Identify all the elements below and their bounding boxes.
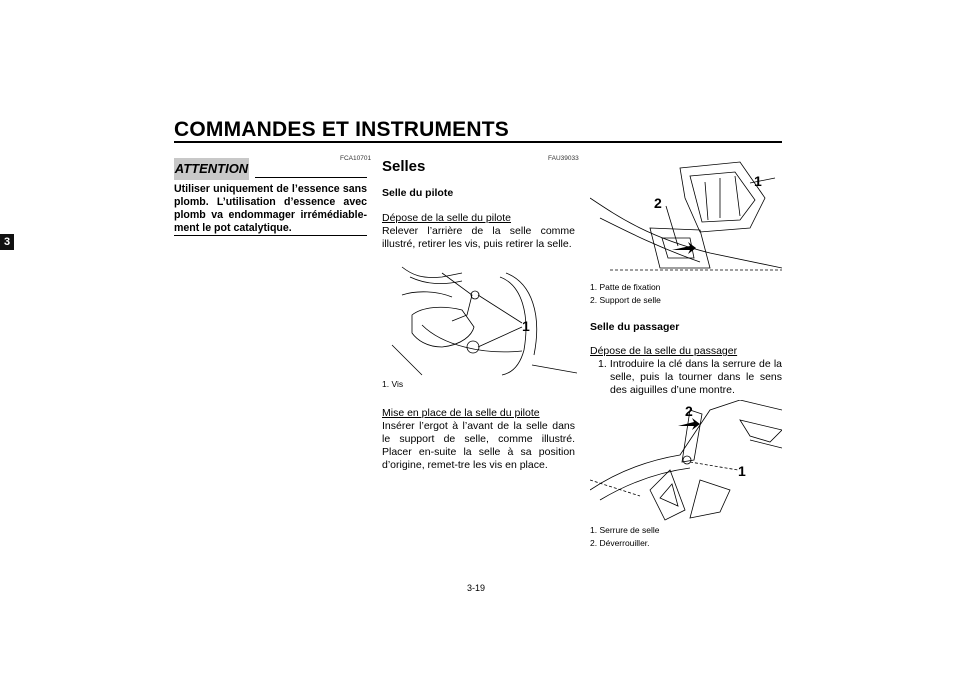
selles-code: FAU39033 <box>548 155 579 162</box>
attention-text: Utiliser uniquement de l’essence sans plomb. L’utilisation d’essence avec plomb va endommager irrémédiable-ment le pot catalytique. <box>174 183 367 234</box>
pilote-heading: Selle du pilote <box>382 187 454 199</box>
chapter-tab: 3 <box>0 234 14 250</box>
fig1-caption: 1. Vis <box>382 379 404 389</box>
fig3-label-2: 2 <box>685 403 693 419</box>
pilote-depose-title: Dépose de la selle du pilote <box>382 212 512 224</box>
header-rule <box>174 141 782 143</box>
pilote-depose-text: Relever l’arrière de la selle comme illustré, retirer les vis, puis retirer la selle. <box>382 225 575 250</box>
attention-top-rule <box>255 177 367 178</box>
seat-bracket-illustration <box>590 158 782 278</box>
fig2-label-2: 2 <box>654 195 662 211</box>
pilote-mise-text: Insérer l’ergot à l’avant de la selle dans le support de selle, comme illustré. Placer en-suite la selle à sa position d’origine, remet-tre les vis en place. <box>382 420 575 471</box>
fig2-caption-2: 2. Support de selle <box>590 295 661 305</box>
fig3-caption-2: 2. Déverrouiller. <box>590 538 650 548</box>
fig2-caption-1: 1. Patte de fixation <box>590 282 661 292</box>
attention-badge: ATTENTION <box>174 158 249 180</box>
pilote-mise-title: Mise en place de la selle du pilote <box>382 407 540 419</box>
fig2-label-1: 1 <box>754 173 762 189</box>
page-number: 3-19 <box>467 583 486 593</box>
fig3-caption-1: 1. Serrure de selle <box>590 525 660 535</box>
attention-bottom-rule <box>174 235 367 236</box>
passager-depose-title: Dépose de la selle du passager <box>590 345 738 357</box>
passager-step-1: 1. Introduire la clé dans la serrure de la selle, puis la tourner dans le sens des aiguilles d’une montre. <box>598 358 782 396</box>
attention-code: FCA10701 <box>340 155 372 162</box>
passager-heading: Selle du passager <box>590 321 680 333</box>
fig1-label-1: 1 <box>522 318 530 334</box>
page-title: COMMANDES ET INSTRUMENTS <box>174 118 509 141</box>
section-title: Selles <box>382 158 426 175</box>
fig3-label-1: 1 <box>738 463 746 479</box>
passenger-seat-lock-illustration <box>590 400 782 522</box>
pilote-seat-illustration <box>382 255 577 377</box>
